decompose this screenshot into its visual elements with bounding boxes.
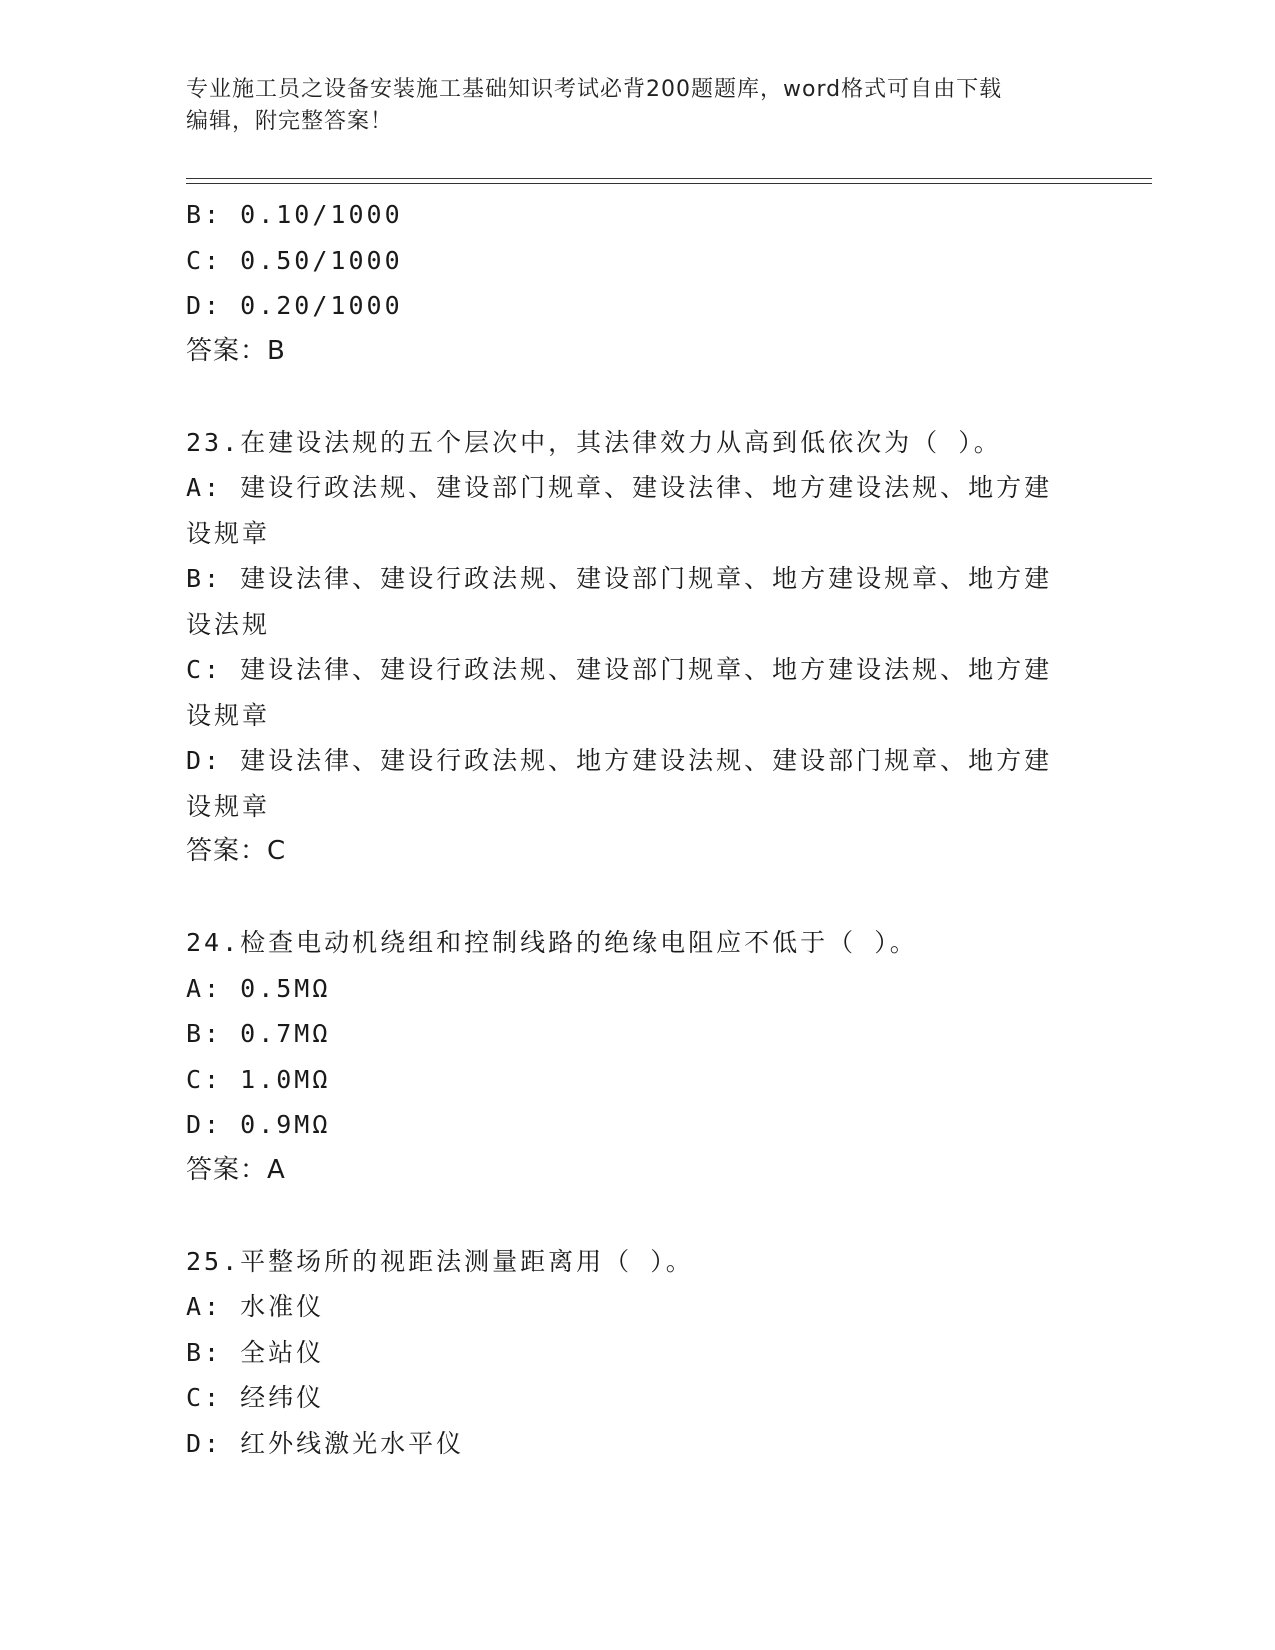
option-a: A: 建设行政法规、建设部门规章、建设法律、地方建设法规、地方建 bbox=[186, 473, 1053, 502]
option-a-continued: 设规章 bbox=[186, 518, 271, 548]
answer: 答案：C bbox=[186, 836, 287, 866]
question-24 bbox=[186, 920, 1086, 1193]
answer: 答案：B bbox=[186, 335, 286, 366]
question-stem: 24.检查电动机绕组和控制线路的绝缘电阻应不低于（ ）。 bbox=[186, 928, 918, 957]
option-b: B: 0.10/1000 bbox=[186, 200, 403, 229]
question-23 bbox=[186, 420, 1086, 875]
document-header bbox=[186, 74, 1066, 138]
option-d: D: 红外线激光水平仪 bbox=[186, 1428, 465, 1458]
spacer bbox=[186, 1193, 1086, 1239]
option-d: D: 建设法律、建设行政法规、地方建设法规、建设部门规章、地方建 bbox=[186, 746, 1053, 775]
spacer bbox=[186, 374, 1086, 420]
header-line-2: 编辑，附完整答案！ bbox=[186, 109, 394, 134]
question-22-continued bbox=[186, 192, 1086, 374]
question-stem: 23.在建设法规的五个层次中，其法律效力从高到低依次为（ ）。 bbox=[186, 427, 1002, 457]
option-b-continued: 设法规 bbox=[186, 609, 271, 639]
option-c: C: 经纬仪 bbox=[186, 1383, 325, 1412]
question-25 bbox=[186, 1239, 1086, 1467]
option-a: A: 水准仪 bbox=[186, 1292, 325, 1321]
option-b: B: 建设法律、建设行政法规、建设部门规章、地方建设规章、地方建 bbox=[186, 564, 1053, 593]
question-stem: 25.平整场所的视距法测量距离用（ ）。 bbox=[186, 1246, 694, 1276]
option-d-continued: 设规章 bbox=[186, 791, 271, 821]
option-a: A: 0.5MΩ bbox=[186, 973, 331, 1003]
option-b: B: 0.7MΩ bbox=[186, 1019, 331, 1048]
option-c: C: 建设法律、建设行政法规、建设部门规章、地方建设法规、地方建 bbox=[186, 655, 1053, 684]
spacer bbox=[186, 875, 1086, 921]
header-line-1: 专业施工员之设备安装施工基础知识考试必背200题题库，word格式可自由下载 bbox=[186, 77, 1003, 102]
header-divider-bottom bbox=[186, 183, 1152, 184]
option-b: B: 全站仪 bbox=[186, 1337, 325, 1367]
option-d: D: 0.20/1000 bbox=[186, 291, 403, 320]
option-d: D: 0.9MΩ bbox=[186, 1110, 331, 1139]
header-divider-top bbox=[186, 178, 1152, 179]
answer: 答案：A bbox=[186, 1154, 286, 1185]
option-c-continued: 设规章 bbox=[186, 700, 271, 730]
option-c: C: 1.0MΩ bbox=[186, 1064, 331, 1094]
option-c: C: 0.50/1000 bbox=[186, 245, 403, 275]
question-list bbox=[186, 192, 1086, 1466]
